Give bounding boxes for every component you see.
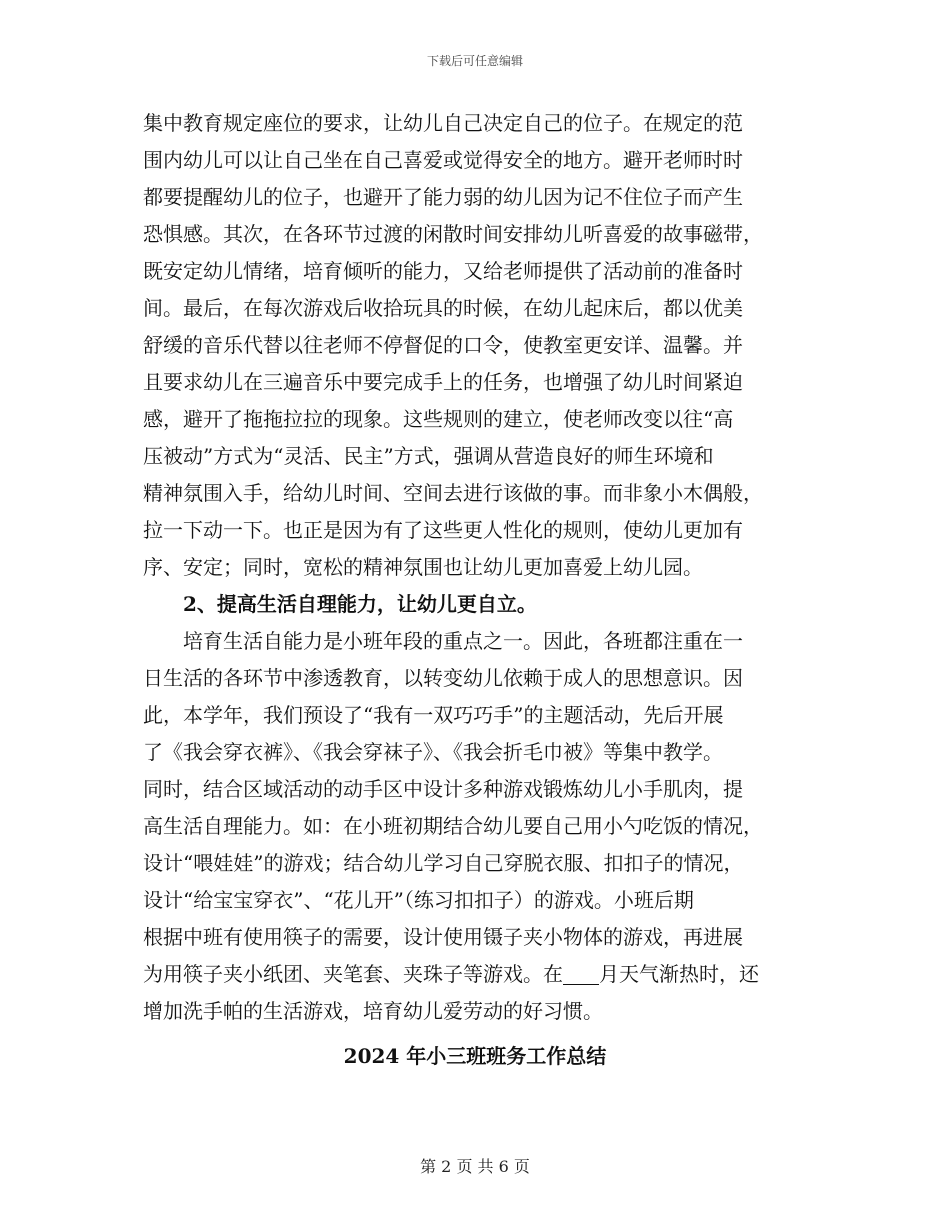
paragraph-line: 设计“喂娃娃”的游戏；结合幼儿学习自己穿脱衣服、扣扣子的情况， <box>143 851 744 875</box>
document-title: 2024 年小三班班务工作总结 <box>343 1044 607 1068</box>
fill-in-blank <box>563 964 599 985</box>
page-header: 下载后可任意编辑 <box>426 54 523 68</box>
paragraph-line: 且要求幼儿在三遍音乐中要完成手上的任务，也增强了幼儿时间紧迫 <box>143 370 743 394</box>
paragraph-line: 舒缓的音乐代替以往老师不停督促的口令，使教室更安详、温馨。并 <box>143 333 743 357</box>
page-number: 第 2 页 共 6 页 <box>420 1157 530 1176</box>
paragraph-line: 序、安定；同时，宽松的精神氛围也让幼儿更加喜爱上幼儿园。 <box>143 555 703 579</box>
paragraph-line: 增加洗手帕的生活游戏，培育幼儿爱劳动的好习惯。 <box>143 999 603 1023</box>
paragraph-line: 了《我会穿衣裤》、《我会穿袜子》、《我会折毛巾被》等集中教学。 <box>143 740 723 764</box>
section-heading: 2、提高生活自理能力，让幼儿更自立。 <box>183 592 537 616</box>
paragraph-line: 都要提醒幼儿的位子，也避开了能力弱的幼儿因为记不住位子而产生 <box>143 185 743 209</box>
document-body <box>143 105 815 1030</box>
paragraph-line: 日生活的各环节中渗透教育，以转变幼儿依赖于成人的思想意识。因 <box>143 666 743 690</box>
paragraph-line: 间。最后，在每次游戏后收拾玩具的时候，在幼儿起床后，都以优美 <box>143 296 743 320</box>
paragraph-line: 集中教育规定座位的要求，让幼儿自己决定自己的位子。在规定的范 <box>143 111 743 135</box>
paragraph-line: 设计“给宝宝穿衣”、“花儿开”（练习扣扣子）的游戏。小班后期 <box>143 888 694 912</box>
paragraph-line: 压被动”方式为“灵活、民主”方式，强调从营造良好的师生环境和 <box>143 444 714 468</box>
paragraph-line: 同时，结合区域活动的动手区中设计多种游戏锻炼幼儿小手肌肉，提 <box>143 777 743 801</box>
paragraph-line: 感，避开了拖拖拉拉的现象。这些规则的建立，使老师改变以往“高 <box>143 407 734 431</box>
paragraph-line: 培育生活自能力是小班年段的重点之一。因此，各班都注重在一 <box>183 629 743 653</box>
paragraph-line: 恐惧感。其次，在各环节过渡的闲散时间安排幼儿听喜爱的故事磁带， <box>143 222 763 246</box>
paragraph-line: 拉一下动一下。也正是因为有了这些更人性化的规则，使幼儿更加有 <box>143 518 743 542</box>
paragraph-text: 月天气渐热时，还 <box>599 962 759 986</box>
paragraph-line: 根据中班有使用筷子的需要，设计使用镊子夹小物体的游戏，再进展 <box>143 925 743 949</box>
paragraph-line: 高生活自理能力。如：在小班初期结合幼儿要自己用小勺吃饭的情况， <box>143 814 763 838</box>
paragraph-line: 既安定幼儿情绪，培育倾听的能力，又给老师提供了活动前的准备时 <box>143 259 743 283</box>
paragraph-text: 在 <box>543 962 563 986</box>
paragraph-line: 围内幼儿可以让自己坐在自己喜爱或觉得安全的地方。避开老师时时 <box>143 148 743 172</box>
paragraph-line: 精神氛围入手，给幼儿时间、空间去进行该做的事。而非象小木偶般， <box>143 481 763 505</box>
paragraph-line: 此，本学年，我们预设了“我有一双巧巧手”的主题活动，先后开展 <box>143 703 724 727</box>
paragraph-line-with-blank <box>143 956 815 993</box>
paragraph-text: 为用筷子夹小纸团、夹笔套、夹珠子等游戏。 <box>143 962 543 986</box>
